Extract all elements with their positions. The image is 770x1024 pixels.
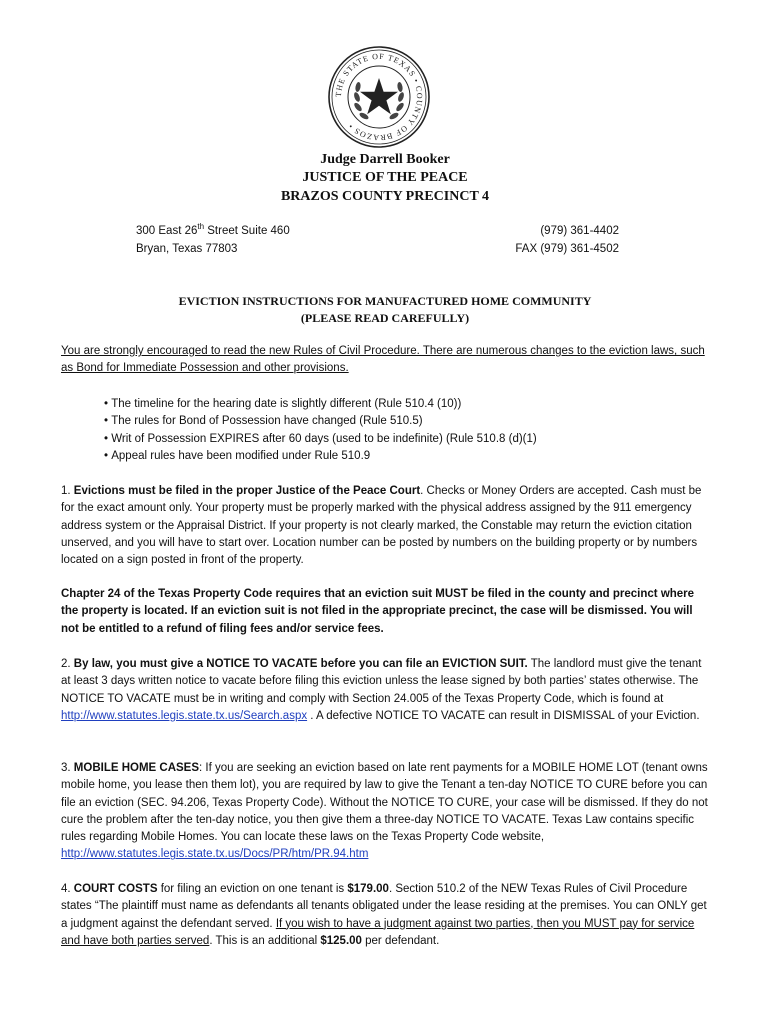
- intro-paragraph: You are strongly encouraged to read the new Rules of Civil Procedure. There are numerous changes to the eviction laws, such as Bond for Immediate Possession and other provisions.: [61, 345, 705, 375]
- statutes-search-link[interactable]: http://www.statutes.legis.state.tx.us/Search.aspx: [61, 709, 308, 722]
- phone-number: (979) 361-4402: [540, 225, 619, 237]
- address-left: [136, 222, 290, 258]
- judge-name: Judge Darrell Booker: [320, 152, 450, 167]
- instructions-title: [0, 293, 770, 327]
- office-title: JUSTICE OF THE PEACE: [302, 170, 468, 185]
- list-item: • The timeline for the hearing date is slightly different (Rule 510.4 (10)): [104, 396, 537, 413]
- list-item: • The rules for Bond of Possession have changed (Rule 510.5): [104, 413, 537, 430]
- street-address: 300 East 26th Street Suite 460: [136, 222, 290, 237]
- list-item: • Writ of Possession EXPIRES after 60 days (used to be indefinite) (Rule 510.8 (d)(1): [104, 431, 537, 448]
- paragraph-4: 4. COURT COSTS for filing an eviction on one tenant is $179.00. Section 510.2 of the NEW Texas Rules of Civil Procedure states “The plaintiff must name as defendants all tenants obligated under the lease residing at the premises. You can ONLY get a judgment against the defendant served. If you wish to have a judgment against two parties, then you MUST pay for service and have both parties served. This is an additional $125.00 per defendant.: [61, 883, 707, 947]
- title-line-1: EVICTION INSTRUCTIONS FOR MANUFACTURED HOME COMMUNITY: [178, 294, 592, 308]
- seal-ring-text: THE STATE OF TEXAS • COUNTY OF BRAZOS •: [333, 51, 425, 143]
- chapter-24-paragraph: Chapter 24 of the Texas Property Code requires that an eviction suit MUST be filed in the county and precinct where the property is located. If an eviction suit is not filed in the appropriate precinct, the case will be dismissed. You will not be entitled to a refund of filing fees and/or service fees.: [61, 588, 695, 635]
- changes-list: [104, 396, 537, 465]
- fax-number: FAX (979) 361-4502: [515, 243, 619, 255]
- city-address: Bryan, Texas 77803: [136, 243, 238, 255]
- property-code-link[interactable]: http://www.statutes.legis.state.tx.us/Docs/PR/htm/PR.94.htm: [61, 848, 369, 861]
- title-line-2: (PLEASE READ CAREFULLY): [300, 311, 470, 325]
- precinct-title: BRAZOS COUNTY PRECINCT 4: [280, 189, 490, 204]
- list-item: • Appeal rules have been modified under Rule 510.9: [104, 448, 537, 465]
- paragraph-1: 1. Evictions must be filed in the proper Justice of the Peace Court. Checks or Money Orders are accepted. Cash must be for the exact amount only. Your property must be properly marked with the physical address assigned by the 911 emergency address system or the Appraisal District. If your property is not clearly marked, the Constable may return the eviction citation unserved, and you will have to start over. Location number can be posted by numbers on the building property or by numbers located on a sign posted in front of the property.: [61, 485, 702, 567]
- paragraph-2: 2. By law, you must give a NOTICE TO VACATE before you can file an EVICTION SUIT. The landlord must give the tenant at least 3 days written notice to vacate before filing this eviction unless the lease signed by both parties’ states otherwise. The NOTICE TO VACATE must be in writing and comply with Section 24.005 of the Texas Property Code, which is found at http://www.statutes.legis.state.tx.us/Search.aspx . A defective NOTICE TO VACATE can result in DISMISSAL of your Eviction.: [61, 658, 702, 722]
- paragraph-3: 3. MOBILE HOME CASES: If you are seeking an eviction based on late rent payments for a MOBILE HOME LOT (tenant owns mobile home, you lease then them lot), you are required by law to give the Tenant a ten-day NOTICE TO CURE before you can file an eviction (SEC. 94.206, Texas Property Code). Without the NOTICE TO CURE, your case will be dismissed. If they do not cure the problem after the ten-day notice, you then give them a three-day NOTICE TO VACATE. Texas Law contains specific rules regarding Mobile Homes. You can locate these laws on the Texas Property Code website, http://www.statutes.legis.state.tx.us/Docs/PR/htm/PR.94.htm: [61, 762, 708, 861]
- county-seal-icon: [327, 45, 431, 149]
- address-right: [515, 222, 619, 258]
